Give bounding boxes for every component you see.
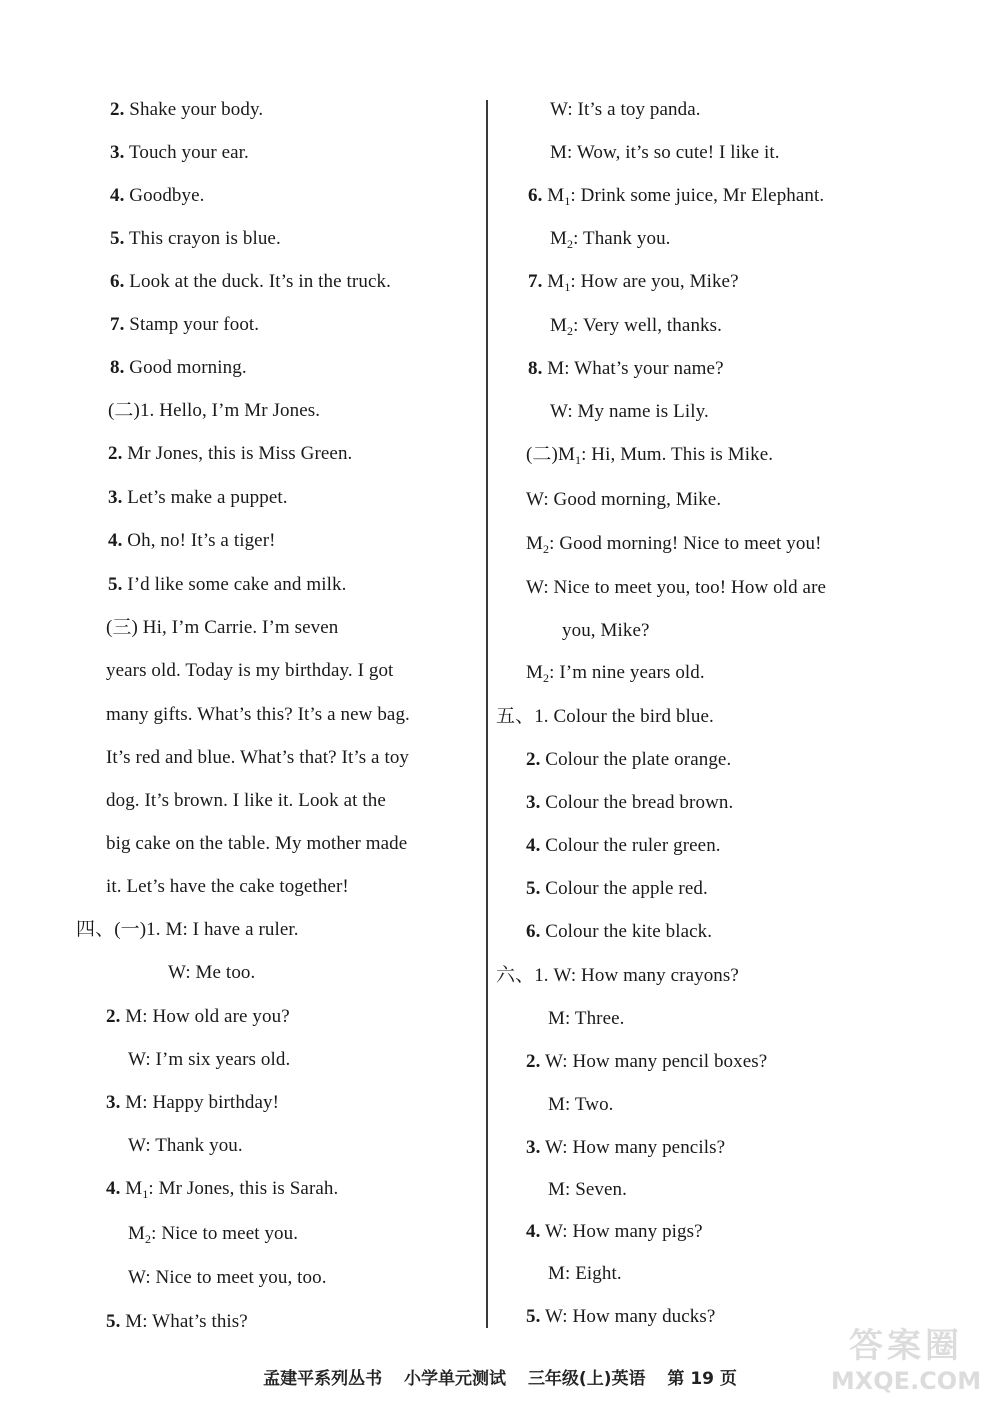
left-line-4: 5. This crayon is blue.: [110, 228, 281, 249]
right-line-16: 2. Colour the plate orange.: [526, 749, 732, 770]
left-line-29: 5. M: What’s this?: [106, 1311, 248, 1332]
left-line-14: years old. Today is my birthday. I got: [106, 660, 394, 681]
right-line-11: $M_2$: Good morning! Nice to meet you!: [526, 533, 822, 556]
left-line-16: It’s red and blue. What’s that? It’s a toy: [106, 747, 410, 768]
watermark-logo: [818, 1308, 994, 1404]
left-line-22: 2. M: How old are you?: [106, 1006, 290, 1027]
right-line-26: M: Seven.: [548, 1179, 628, 1200]
right-line-25: 3. W: How many pencils?: [526, 1137, 726, 1158]
right-line-20: 6. Colour the kite black.: [526, 921, 713, 942]
left-line-2: 3. Touch your ear.: [110, 142, 249, 163]
right-line-15: 五、1. Colour the bird blue.: [496, 706, 714, 727]
left-line-24: 3. M: Happy birthday!: [106, 1092, 280, 1113]
right-line-10: W: Good morning, Mike.: [526, 489, 722, 510]
right-line-2: M: Wow, it’s so cute! I like it.: [550, 142, 780, 163]
right-line-4: $M_2$: Thank you.: [550, 228, 671, 251]
right-line-19: 5. Colour the apple red.: [526, 878, 708, 899]
left-line-12: 5. I’d like some cake and milk.: [108, 574, 347, 595]
right-line-14: $M_2$: I’m nine years old.: [526, 662, 705, 685]
watermark-top-text: 答案圈: [849, 1325, 963, 1366]
left-line-10: 3. Let’s make a puppet.: [108, 487, 288, 508]
left-line-18: big cake on the table. My mother made: [106, 833, 408, 854]
watermark-bottom-text: MXQE.COM: [830, 1366, 982, 1395]
right-line-12: W: Nice to meet you, too! How old are: [526, 577, 827, 598]
left-line-13: (三) Hi, I’m Carrie. I’m seven: [106, 617, 339, 638]
left-line-23: W: I’m six years old.: [128, 1049, 291, 1070]
footer-title: 小学单元测试: [404, 1369, 507, 1389]
left-line-21: W: Me too.: [168, 962, 256, 983]
left-line-19: it. Let’s have the cake together!: [106, 876, 349, 897]
right-line-17: 3. Colour the bread brown.: [526, 792, 734, 813]
right-line-29: 5. W: How many ducks?: [526, 1306, 716, 1327]
left-line-15: many gifts. What’s this? It’s a new bag.: [106, 704, 410, 725]
left-line-27: $M_2$: Nice to meet you.: [128, 1223, 299, 1246]
footer-page-number: 第 19 页: [667, 1369, 737, 1389]
right-line-22: M: Three.: [548, 1008, 625, 1029]
right-line-28: M: Eight.: [548, 1263, 622, 1284]
left-line-26: 4. $M_1$: Mr Jones, this is Sarah.: [106, 1178, 339, 1201]
right-line-23: 2. W: How many pencil boxes?: [526, 1051, 768, 1072]
right-line-6: $M_2$: Very well, thanks.: [550, 315, 722, 338]
right-line-5: 7. $M_1$: How are you, Mike?: [528, 271, 739, 294]
right-line-9: (二)$M_1$: Hi, Mum. This is Mike.: [526, 444, 774, 467]
left-line-20: 四、(一)1. M: I have a ruler.: [76, 919, 299, 940]
left-line-28: W: Nice to meet you, too.: [128, 1267, 327, 1288]
left-line-7: 8. Good morning.: [110, 357, 247, 378]
right-line-27: 4. W: How many pigs?: [526, 1221, 703, 1242]
right-line-21: 六、1. W: How many crayons?: [496, 965, 739, 986]
left-line-17: dog. It’s brown. I like it. Look at the: [106, 790, 386, 811]
right-line-1: W: It’s a toy panda.: [550, 99, 701, 120]
left-line-6: 7. Stamp your foot.: [110, 314, 260, 335]
left-line-5: 6. Look at the duck. It’s in the truck.: [110, 271, 391, 292]
column-divider: [486, 100, 488, 1328]
left-line-11: 4. Oh, no! It’s a tiger!: [108, 530, 276, 551]
right-line-8: W: My name is Lily.: [550, 401, 709, 422]
right-line-3: 6. $M_1$: Drink some juice, Mr Elephant.: [528, 185, 825, 208]
left-line-3: 4. Goodbye.: [110, 185, 205, 206]
left-line-1: 2. Shake your body.: [110, 99, 264, 120]
footer-series: 孟建平系列丛书: [263, 1369, 383, 1389]
footer-grade: 三年级(上)英语: [527, 1369, 646, 1389]
left-line-8: (二)1. Hello, I’m Mr Jones.: [108, 400, 321, 421]
left-line-9: 2. Mr Jones, this is Miss Green.: [108, 443, 353, 464]
right-line-18: 4. Colour the ruler green.: [526, 835, 721, 856]
right-line-24: M: Two.: [548, 1094, 614, 1115]
right-line-7: 8. M: What’s your name?: [528, 358, 724, 379]
left-line-25: W: Thank you.: [128, 1135, 243, 1156]
right-line-13: you, Mike?: [562, 620, 650, 641]
